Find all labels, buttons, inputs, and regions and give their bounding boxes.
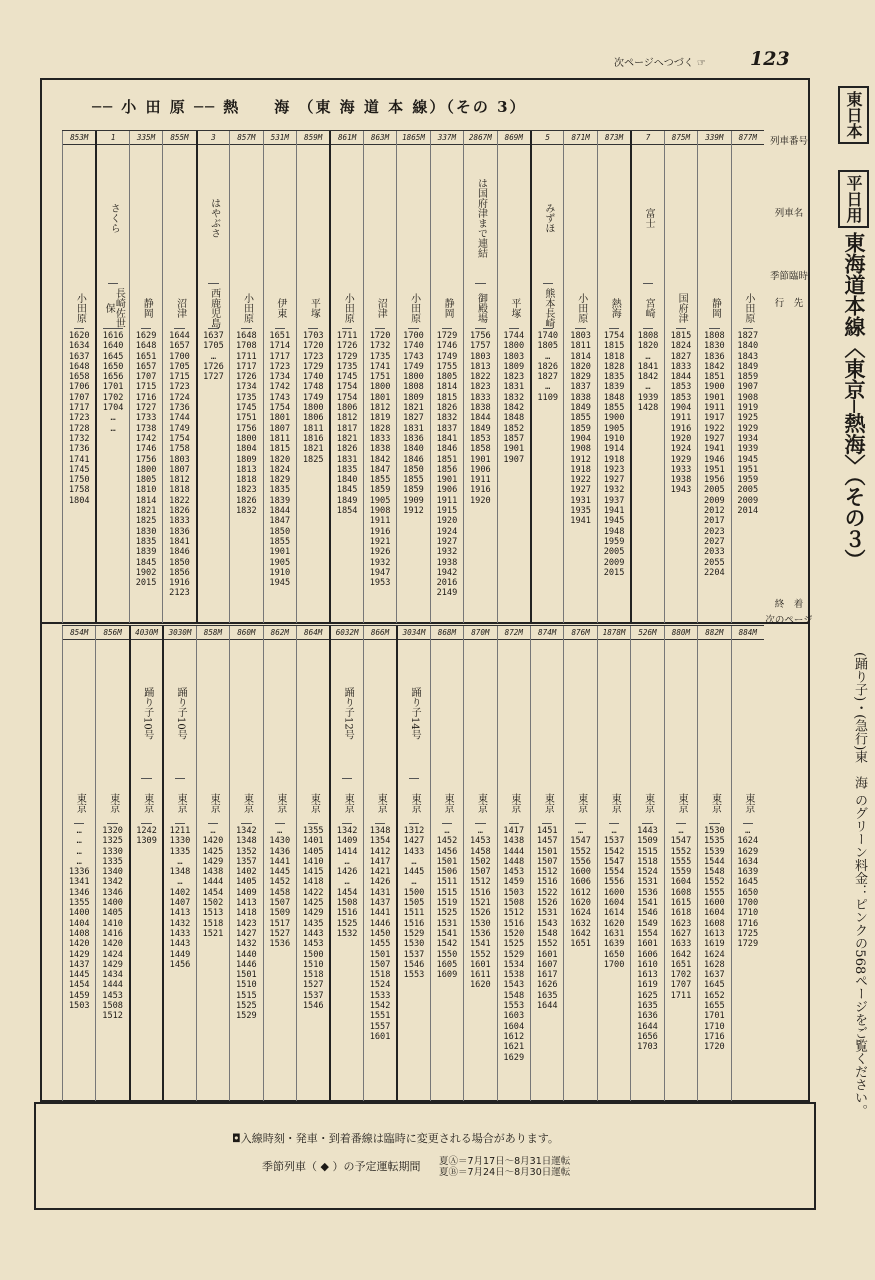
train-destination: 小田原 — [408, 284, 418, 329]
train-times: 1242 1309 — [136, 826, 157, 847]
train-name: 踊り子14号 — [409, 640, 419, 779]
train-destination: 平塚 — [308, 284, 318, 329]
train-times: 1348 1354 1412 1417 1421 1426 1431 1437 1441 1446 1450 1455 1501 1507 1518 1524 1533 1542 1551 1557 1601 — [369, 826, 391, 1042]
train-times: … 1537 1542 1547 1554 1556 1600 1604 1614 1620 1631 1639 1650 1700 — [603, 826, 625, 970]
train-destination: 小田原 — [241, 284, 251, 329]
train-column — [396, 131, 429, 623]
train-destination: 熊本長崎 — [543, 284, 553, 329]
note-periods — [439, 1156, 570, 1178]
train-destination: 西鹿児島 — [208, 284, 218, 329]
train-times: 1700 1740 1743 1749 1800 1808 1809 1821 1827 1831 1836 1840 1846 1850 1855 1859 1909 1912 — [403, 331, 424, 517]
train-times: 1312 1427 1433 … 1445 … 1500 1505 1511 1516 1529 1530 1537 1546 1553 — [403, 826, 425, 981]
train-destination: 東京 — [509, 779, 519, 824]
train-destination: 東京 — [208, 779, 218, 824]
note-period-b: 夏Ⓑ＝7月24日～8月30日運転 — [439, 1167, 571, 1178]
train-column — [430, 131, 463, 623]
train-number: 3030M — [164, 626, 195, 640]
train-number: 4030M — [131, 626, 162, 640]
train-number: 860M — [230, 626, 262, 640]
train-column — [296, 626, 329, 1101]
train-destination: 東京 — [642, 779, 652, 824]
train-times: … 1452 1456 1501 1506 1511 1515 1519 1525 1531 1541 1542 1550 1605 1609 — [436, 826, 458, 981]
train-number: 864M — [297, 626, 329, 640]
train-times: 1637 1705 … 1726 1727 — [203, 331, 224, 383]
train-name: 踊り子12号 — [342, 640, 352, 779]
train-name: は国府津まで連結 — [475, 145, 485, 284]
train-number: 872M — [498, 626, 530, 640]
train-number: 876M — [564, 626, 596, 640]
train-number: 1865M — [397, 131, 429, 145]
train-number: 862M — [264, 626, 296, 640]
train-number: 531M — [264, 131, 296, 145]
train-destination: 東京 — [342, 779, 352, 824]
note-period-a: 夏Ⓐ＝7月17日～8月31日運転 — [439, 1156, 571, 1167]
train-name: さくら — [108, 145, 118, 284]
train-times: … 1420 1425 1429 1438 1444 1454 1502 1513 1518 1521 — [202, 826, 224, 939]
train-number: 3 — [198, 131, 229, 145]
notes-box — [34, 1102, 816, 1210]
train-times: 1754 1815 1818 1828 1835 1839 1848 1855 1900 1905 1910 1914 1918 1923 1927 1932 1937 1941 1945 1948 1959 2005 2009 2015 — [603, 331, 625, 578]
train-number: 869M — [498, 131, 530, 145]
train-destination: 東京 — [475, 779, 485, 824]
train-times: 1740 1805 … 1826 1827 … 1109 — [537, 331, 559, 403]
train-times: 1651 1714 1717 1723 1734 1742 1743 1754 1801 1807 1811 1815 1820 1824 1829 1835 1839 1844 1847 1850 1855 1901 1905 1910 1945 — [269, 331, 291, 589]
train-times: 1629 1648 1651 1657 1707 1715 1716 1727 1733 1738 1742 1746 1756 1800 1805 1810 1814 1821 1825 1830 1835 1839 1845 1902 2015 — [135, 331, 157, 589]
train-column — [263, 131, 296, 623]
train-column — [563, 131, 596, 623]
label-arrival: 終 着 — [774, 599, 804, 610]
label-train-number: 列車番号 — [769, 136, 808, 147]
train-number: 873M — [598, 131, 630, 145]
train-column — [196, 626, 229, 1101]
train-destination: 小田原 — [342, 284, 352, 329]
company-tab: 東日本 — [838, 86, 869, 144]
label-seasonal: 季節臨時 — [769, 271, 808, 282]
train-times: 1616 1640 1645 1650 1656 1701 1702 1704 … … — [102, 331, 124, 434]
train-times: 1342 1348 1352 1357 1402 1405 1409 1413 1418 1423 1427 1432 1440 1446 1501 1510 1515 1525 1529 — [236, 826, 257, 1022]
train-destination: 東京 — [609, 779, 619, 824]
green-fare-note: (踊り子)・(急行)東 海 のグリーン料金：ピンクの568ページをご覧ください。 — [852, 652, 867, 1118]
train-column — [363, 626, 396, 1101]
train-destination: 東京 — [74, 779, 84, 824]
train-column — [329, 626, 362, 1101]
train-destination: 静岡 — [709, 284, 719, 329]
page-title: ── 小 田 原 ── 熱 海 （東 海 道 本 線）（その 3） — [92, 98, 527, 116]
train-column — [296, 131, 329, 623]
note-platform-change: ◘入線時刻・発車・到着番線は臨時に変更される場合があります。 — [232, 1132, 559, 1145]
train-name: 踊り子10号 — [141, 640, 151, 779]
train-number: 866M — [364, 626, 396, 640]
train-number: 3034M — [398, 626, 429, 640]
train-name: はやぶさ — [208, 145, 218, 284]
train-number: 880M — [665, 626, 697, 640]
weekday-tab: 平日用 — [838, 170, 869, 228]
train-destination: 東京 — [709, 779, 719, 824]
train-name: みずほ — [543, 145, 553, 284]
train-number: 855M — [163, 131, 195, 145]
train-column — [497, 131, 530, 623]
page-number: 123 — [750, 48, 790, 70]
train-number: 884M — [732, 626, 764, 640]
train-destination: 東京 — [107, 779, 117, 824]
train-destination: 東京 — [241, 779, 251, 824]
label-next-page: 次のページ — [765, 615, 813, 626]
train-destination: 東京 — [308, 779, 318, 824]
train-times: 1355 1401 1405 1410 1415 1418 1422 1425 1429 1435 1443 1453 1500 1510 1518 1527 1537 1546 — [302, 826, 324, 1012]
train-number: 853M — [63, 131, 95, 145]
train-times: 1620 1634 1637 1648 1658 1706 1707 1717 1723 1728 1732 1736 1741 1745 1750 1758 1804 — [68, 331, 90, 506]
train-column — [731, 626, 764, 1101]
train-column — [95, 131, 128, 623]
train-times: 1808 1830 1836 1842 1851 1900 1901 1911 1917 1922 1927 1941 1946 1951 1956 2005 2009 2012 2017 2023 2027 2033 2055 2204 — [704, 331, 725, 578]
train-times: 1720 1732 1735 1741 1751 1800 1801 1812 1819 1828 1833 1838 1842 1847 1855 1859 1905 1908 1911 1916 1921 1926 1932 1947 1953 — [369, 331, 391, 589]
train-column — [597, 131, 630, 623]
train-number: 857M — [230, 131, 262, 145]
train-number: 337M — [431, 131, 463, 145]
train-times: 1644 1657 1700 1705 1715 1723 1724 1736 1744 1749 1754 1758 1803 1807 1812 1818 1822 1826 1833 1836 1841 1846 1850 1856 1916 2123 — [169, 331, 190, 599]
train-times: 1443 1509 1515 1518 1524 1531 1536 1541 1546 1549 1554 1601 1606 1610 1613 1619 1625 1635 1636 1644 1656 1703 — [637, 826, 658, 1053]
train-times: 1803 1811 1814 1820 1829 1837 1838 1849 1855 1859 1904 1908 1912 1918 1922 1927 1931 1935 1941 — [570, 331, 591, 527]
train-column — [263, 626, 296, 1101]
train-destination: 平塚 — [509, 284, 519, 329]
train-number: 339M — [698, 131, 730, 145]
train-column — [597, 626, 630, 1101]
train-column — [731, 131, 764, 623]
train-destination: 沼津 — [174, 284, 184, 329]
train-destination: 伊東 — [275, 284, 285, 329]
train-number: 877M — [732, 131, 764, 145]
train-destination: 東京 — [542, 779, 552, 824]
train-column — [62, 626, 95, 1101]
train-times: … 1547 1552 1555 1559 1604 1608 1615 1618 1623 1627 1633 1642 1651 1702 1707 1711 — [670, 826, 692, 1001]
train-column — [664, 131, 697, 623]
train-column — [463, 626, 496, 1101]
train-times: 1827 1840 1843 1849 1859 1907 1908 1919 1925 1929 1934 1939 1945 1951 1959 2005 2009 2014 — [737, 331, 759, 517]
train-times: 1815 1824 1827 1833 1844 1853 1853 1904 1911 1916 1920 1924 1929 1933 1938 1943 — [670, 331, 692, 496]
train-destination: 東京 — [442, 779, 452, 824]
train-number: 858M — [197, 626, 229, 640]
train-times: 1729 1746 1749 1755 1805 1814 1815 1826 1832 1837 1841 1846 1851 1856 1901 1906 1911 1915 1920 1924 1927 1932 1938 1942 2016 2149 — [436, 331, 458, 599]
train-number: 871M — [564, 131, 596, 145]
train-name: 富士 — [643, 145, 653, 284]
train-destination: 東京 — [175, 779, 185, 824]
train-column — [229, 626, 262, 1101]
train-number: 2867M — [464, 131, 496, 145]
train-number: 868M — [431, 626, 463, 640]
train-times: … 1430 1436 1441 1445 1452 1458 1507 1509 1517 1527 1536 — [269, 826, 291, 950]
train-destination: 国府津 — [676, 284, 686, 329]
train-column — [430, 626, 463, 1101]
train-times: 1417 1438 1444 1448 1453 1459 1503 1508 1512 1516 1520 1525 1529 1534 1538 1543 1548 1553 1603 1604 1612 1621 1629 — [503, 826, 525, 1063]
train-destination: 東京 — [275, 779, 285, 824]
train-column — [630, 626, 663, 1101]
train-destination: 東京 — [676, 779, 686, 824]
line-name: 東海道本線〈東京─熱海〉（その３） — [842, 232, 867, 571]
upper-timetable — [62, 130, 764, 623]
train-number: 874M — [531, 626, 563, 640]
train-name: 踊り子10号 — [175, 640, 185, 779]
train-destination: 小田原 — [575, 284, 585, 329]
train-column — [697, 131, 730, 623]
train-column — [530, 626, 563, 1101]
train-number: 335M — [130, 131, 162, 145]
train-destination: 東京 — [575, 779, 585, 824]
train-column — [396, 626, 429, 1101]
train-times: 1530 1535 1539 1544 1548 1552 1555 1600 1604 1608 1613 1619 1624 1628 1637 1645 1652 1655 1701 1710 1716 1720 — [704, 826, 725, 1053]
train-column — [497, 626, 530, 1101]
train-number: 882M — [698, 626, 730, 640]
train-column — [229, 131, 262, 623]
train-number: 5 — [532, 131, 563, 145]
train-times: 1320 1325 1330 1335 1340 1342 1346 1400 1405 1410 1416 1420 1424 1429 1434 1444 1453 1508 1512 — [102, 826, 123, 1022]
train-destination: 御殿場 — [475, 284, 485, 329]
train-number: 854M — [63, 626, 95, 640]
train-times: 1211 1330 1335 … 1348 … 1402 1407 1413 1432 1433 1443 1449 1456 — [169, 826, 191, 970]
train-column — [463, 131, 496, 623]
train-times: 1711 1726 1729 1735 1745 1754 1754 1806 1812 1817 1821 1826 1831 1835 1840 1845 1849 1854 — [336, 331, 358, 517]
train-destination: 東京 — [375, 779, 385, 824]
train-number: 1878M — [598, 626, 630, 640]
train-column — [630, 131, 663, 623]
train-destination: 長崎佐世保 — [103, 284, 124, 329]
train-destination: 小田原 — [74, 284, 84, 329]
train-times: … 1624 1629 1634 1639 1645 1650 1700 1710 1716 1725 1729 — [737, 826, 759, 950]
train-column — [363, 131, 396, 623]
train-number: 863M — [364, 131, 396, 145]
train-times: … 1453 1458 1502 1507 1512 1516 1521 1526 1530 1536 1541 1552 1601 1611 1620 — [470, 826, 491, 991]
train-times: 1342 1409 1414 … 1426 … 1454 1508 1516 1525 1532 — [336, 826, 358, 939]
train-times: 1756 1757 1803 1813 1822 1823 1833 1838 1844 1849 1853 1858 1901 1906 1911 1916 1920 — [470, 331, 491, 506]
train-number: 1 — [97, 131, 128, 145]
train-column — [162, 626, 195, 1101]
train-times: 1648 1708 1711 1717 1726 1734 1735 1745 1751 1756 1800 1804 1809 1813 1818 1823 1826 1832 — [236, 331, 257, 517]
train-destination: 東京 — [409, 779, 419, 824]
train-number: 7 — [632, 131, 663, 145]
train-column — [563, 626, 596, 1101]
train-destination: 東京 — [743, 779, 753, 824]
train-number: 856M — [96, 626, 128, 640]
train-times: 1744 1800 1803 1809 1823 1831 1832 1842 1848 1852 1857 1901 1907 — [503, 331, 525, 465]
train-column — [162, 131, 195, 623]
train-destination: 静岡 — [141, 284, 151, 329]
label-destination: 行 先 — [774, 298, 804, 309]
next-page-note: 次ページへつづく ☞ — [614, 58, 706, 69]
train-number: 870M — [464, 626, 496, 640]
train-times: … … … … 1336 1341 1346 1355 1400 1404 1408 1420 1429 1437 1445 1454 1459 1503 — [68, 826, 90, 1012]
train-column — [129, 131, 162, 623]
train-number: 875M — [665, 131, 697, 145]
train-times: … 1547 1552 1556 1600 1606 1612 1620 1624 1632 1642 1651 — [570, 826, 591, 950]
train-number: 861M — [331, 131, 362, 145]
train-destination: 東京 — [141, 779, 151, 824]
train-column — [196, 131, 229, 623]
train-destination: 小田原 — [743, 284, 753, 329]
train-number: 6032M — [331, 626, 362, 640]
train-column — [129, 626, 162, 1101]
note-seasonal-period: 季節列車（ ◆ ）の予定運転期間 — [262, 1160, 421, 1173]
label-train-name: 列車名 — [774, 208, 804, 219]
train-number: 859M — [297, 131, 329, 145]
train-column — [95, 626, 128, 1101]
train-column — [697, 626, 730, 1101]
train-column — [62, 131, 95, 623]
train-times: 1703 1720 1723 1729 1740 1748 1749 1800 1806 1811 1816 1821 1825 — [302, 331, 324, 465]
train-times: 1808 1820 … 1841 1842 … 1939 1428 — [637, 331, 659, 414]
train-times: 1451 1457 1501 1507 1512 1516 1522 1526 1531 1543 1548 1552 1601 1607 1617 1626 1635 1644 — [536, 826, 558, 1012]
train-destination: 熱海 — [609, 284, 619, 329]
train-destination: 宮崎 — [643, 284, 653, 329]
train-column — [530, 131, 563, 623]
train-destination: 静岡 — [442, 284, 452, 329]
lower-timetable — [62, 625, 764, 1101]
train-column — [664, 626, 697, 1101]
train-destination: 沼津 — [375, 284, 385, 329]
train-column — [329, 131, 362, 623]
train-number: 526M — [631, 626, 663, 640]
